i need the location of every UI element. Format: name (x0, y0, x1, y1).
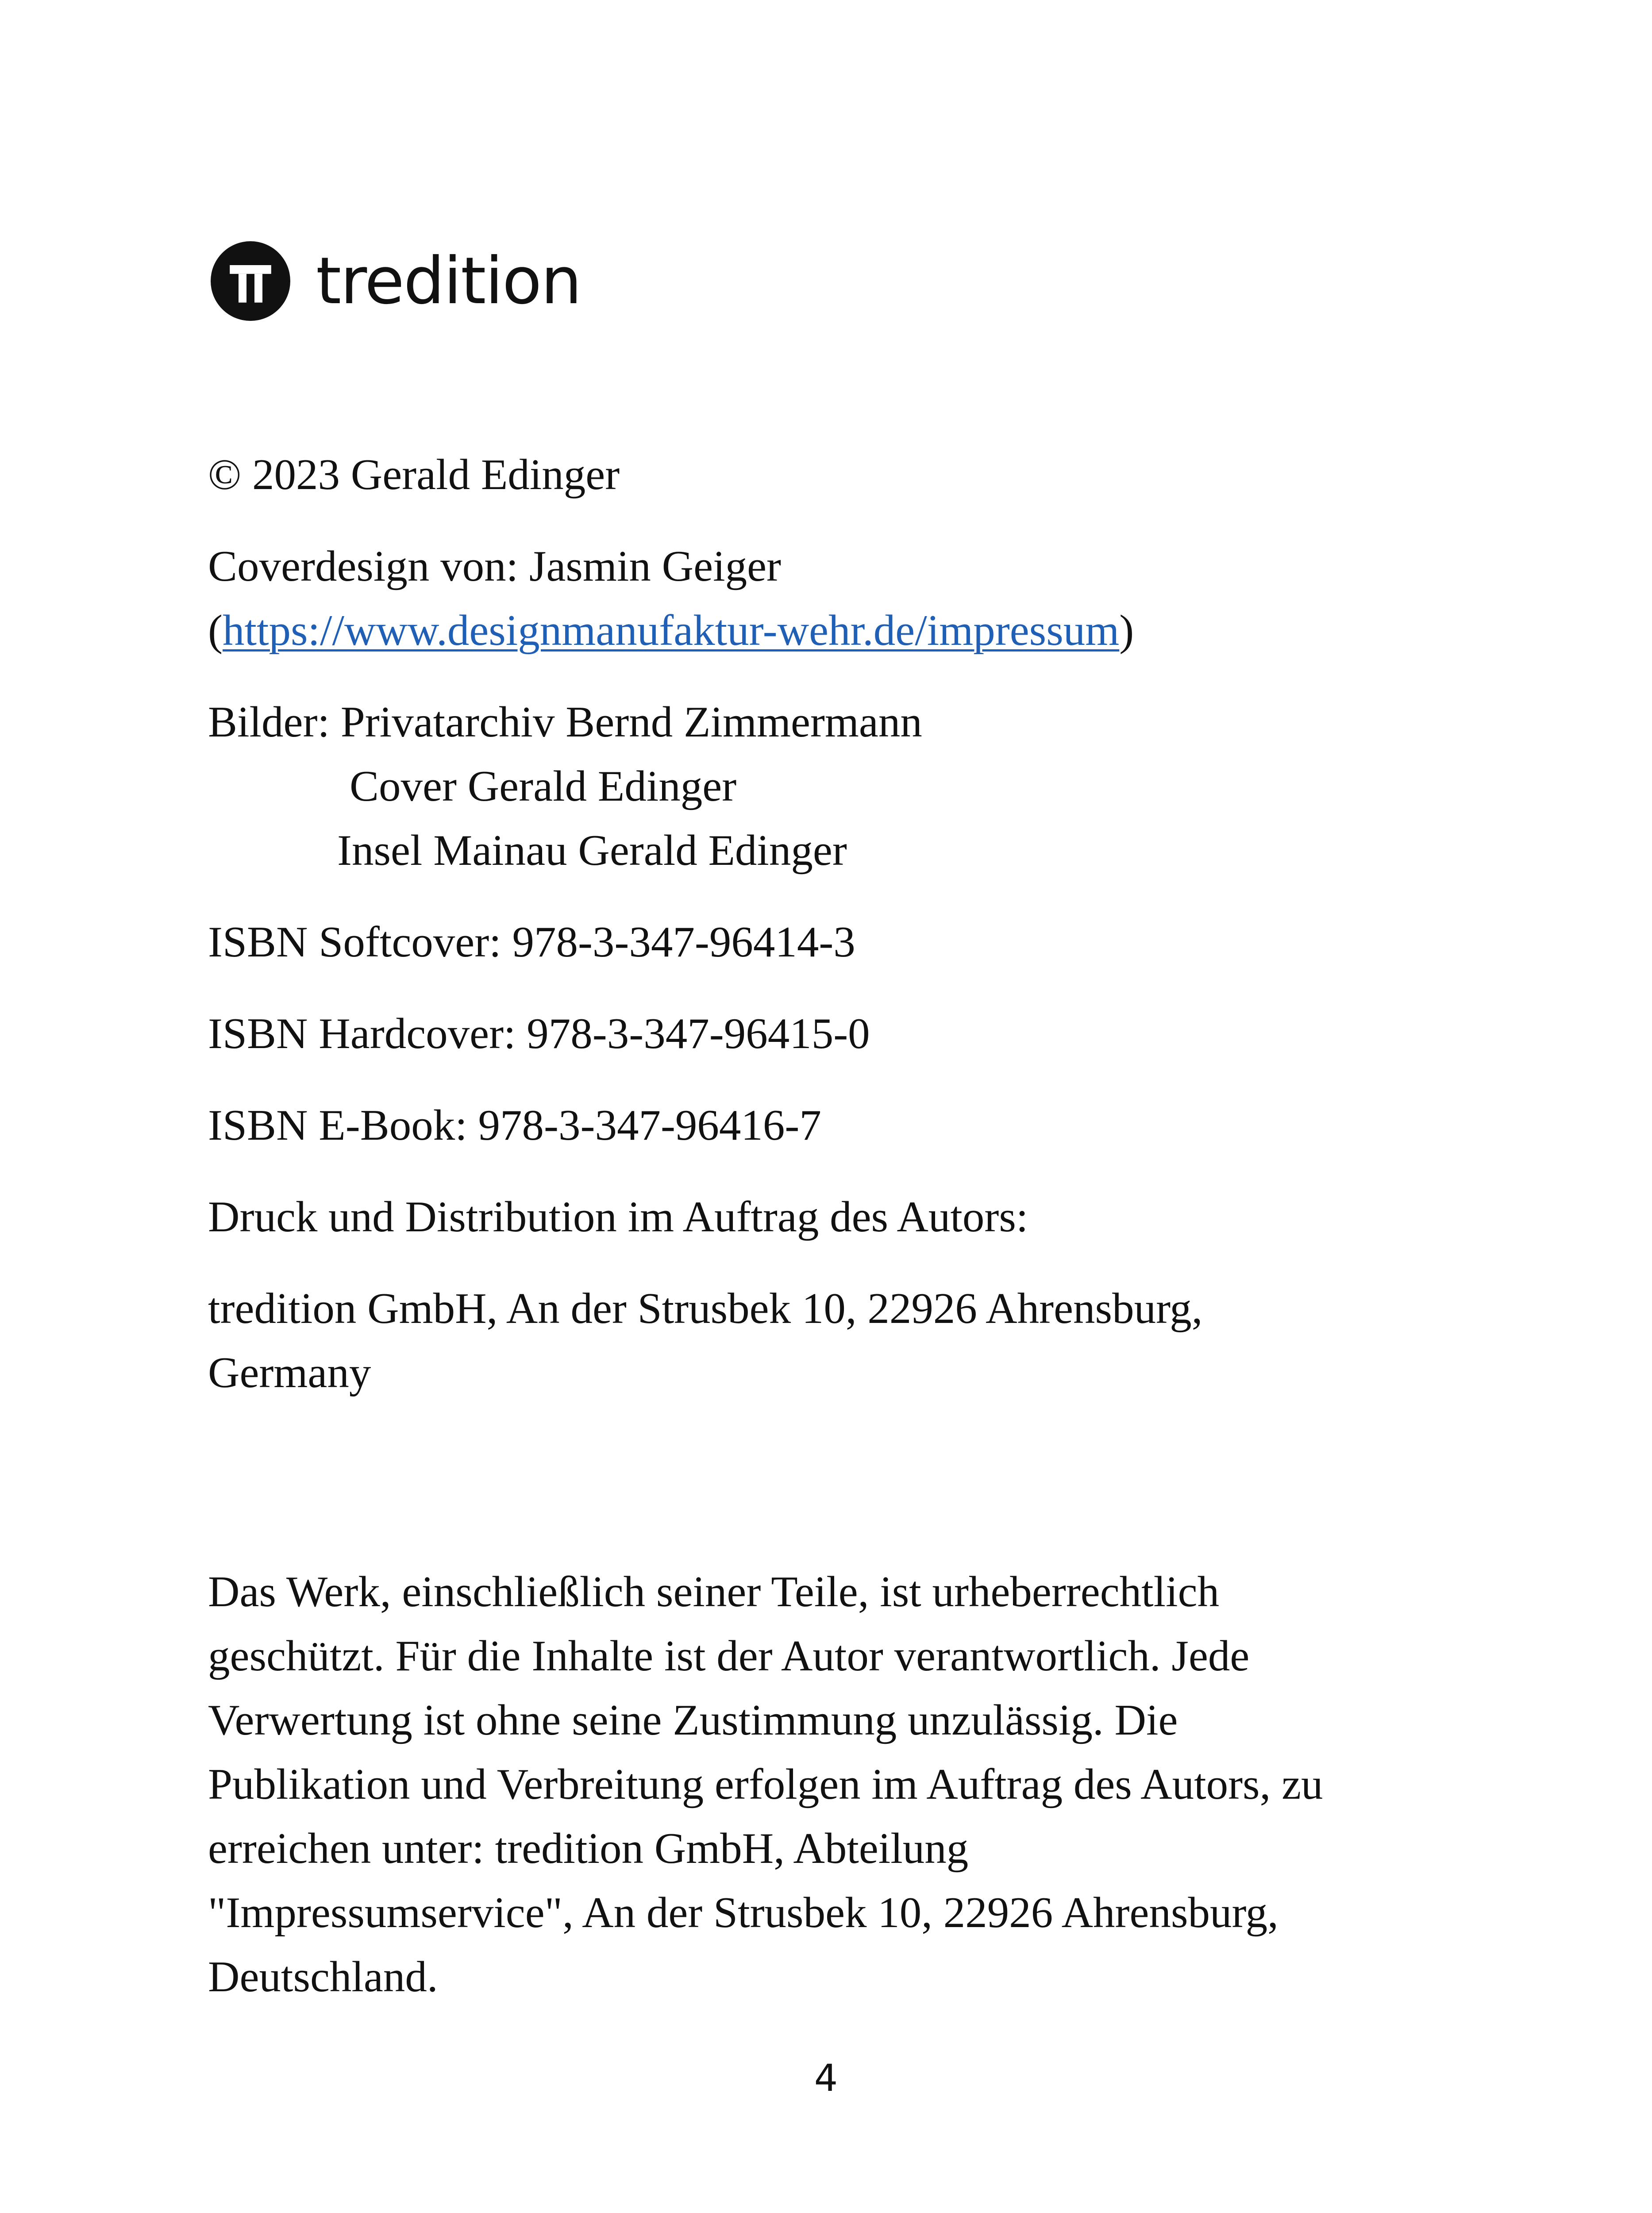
images-credit-line: Bilder: Privatarchiv Bernd Zimmermann (208, 698, 922, 746)
legal-notice-line3: Verwertung ist ohne seine Zustimmung unzulässig. Die (208, 1696, 1178, 1744)
legal-notice-line4: Publikation und Verbreitung erfolgen im Auftrag des Autors, zu (208, 1760, 1323, 1808)
isbn-hardcover: ISBN Hardcover: 978-3-347-96415-0 (208, 1010, 870, 1058)
isbn-ebook: ISBN E-Book: 978-3-347-96416-7 (208, 1101, 821, 1149)
tredition-logo-icon (211, 241, 290, 321)
legal-notice-line2: geschützt. Für die Inhalte ist der Autor verantwortlich. Jede (208, 1632, 1250, 1680)
publisher-logo (211, 241, 581, 321)
page-number: 4 (814, 2056, 838, 2100)
close-paren: ) (1119, 606, 1134, 655)
distribution-label: Druck und Distribution im Auftrag des Autors: (208, 1193, 1028, 1241)
images-credit-cover: Cover Gerald Edinger (350, 762, 737, 810)
images-credit-mainau: Insel Mainau Gerald Edinger (337, 826, 847, 875)
legal-notice-line6: "Impressumservice", An der Strusbek 10, 22926 Ahrensburg, (208, 1889, 1278, 1937)
distribution-address-line1: tredition GmbH, An der Strusbek 10, 22926 Ahrensburg, (208, 1284, 1203, 1333)
copyright-line: © 2023 Gerald Edinger (208, 451, 620, 499)
open-paren: ( (208, 606, 223, 655)
cover-design-line: Coverdesign von: Jasmin Geiger (208, 542, 782, 590)
imprint-content (208, 443, 1491, 2009)
isbn-softcover: ISBN Softcover: 978-3-347-96414-3 (208, 918, 855, 966)
legal-notice-line1: Das Werk, einschließlich seiner Teile, ist urheberrechtlich (208, 1568, 1220, 1616)
distribution-address-line2: Germany (208, 1349, 371, 1397)
cover-design-link[interactable]: https://www.designmanufaktur-wehr.de/impressum (222, 606, 1120, 655)
legal-notice-line7: Deutschland. (208, 1953, 438, 2001)
cover-design-link-line (208, 598, 1491, 663)
legal-notice-line5: erreichen unter: tredition GmbH, Abteilung (208, 1824, 969, 1873)
logo-wordmark: tredition (316, 243, 581, 319)
